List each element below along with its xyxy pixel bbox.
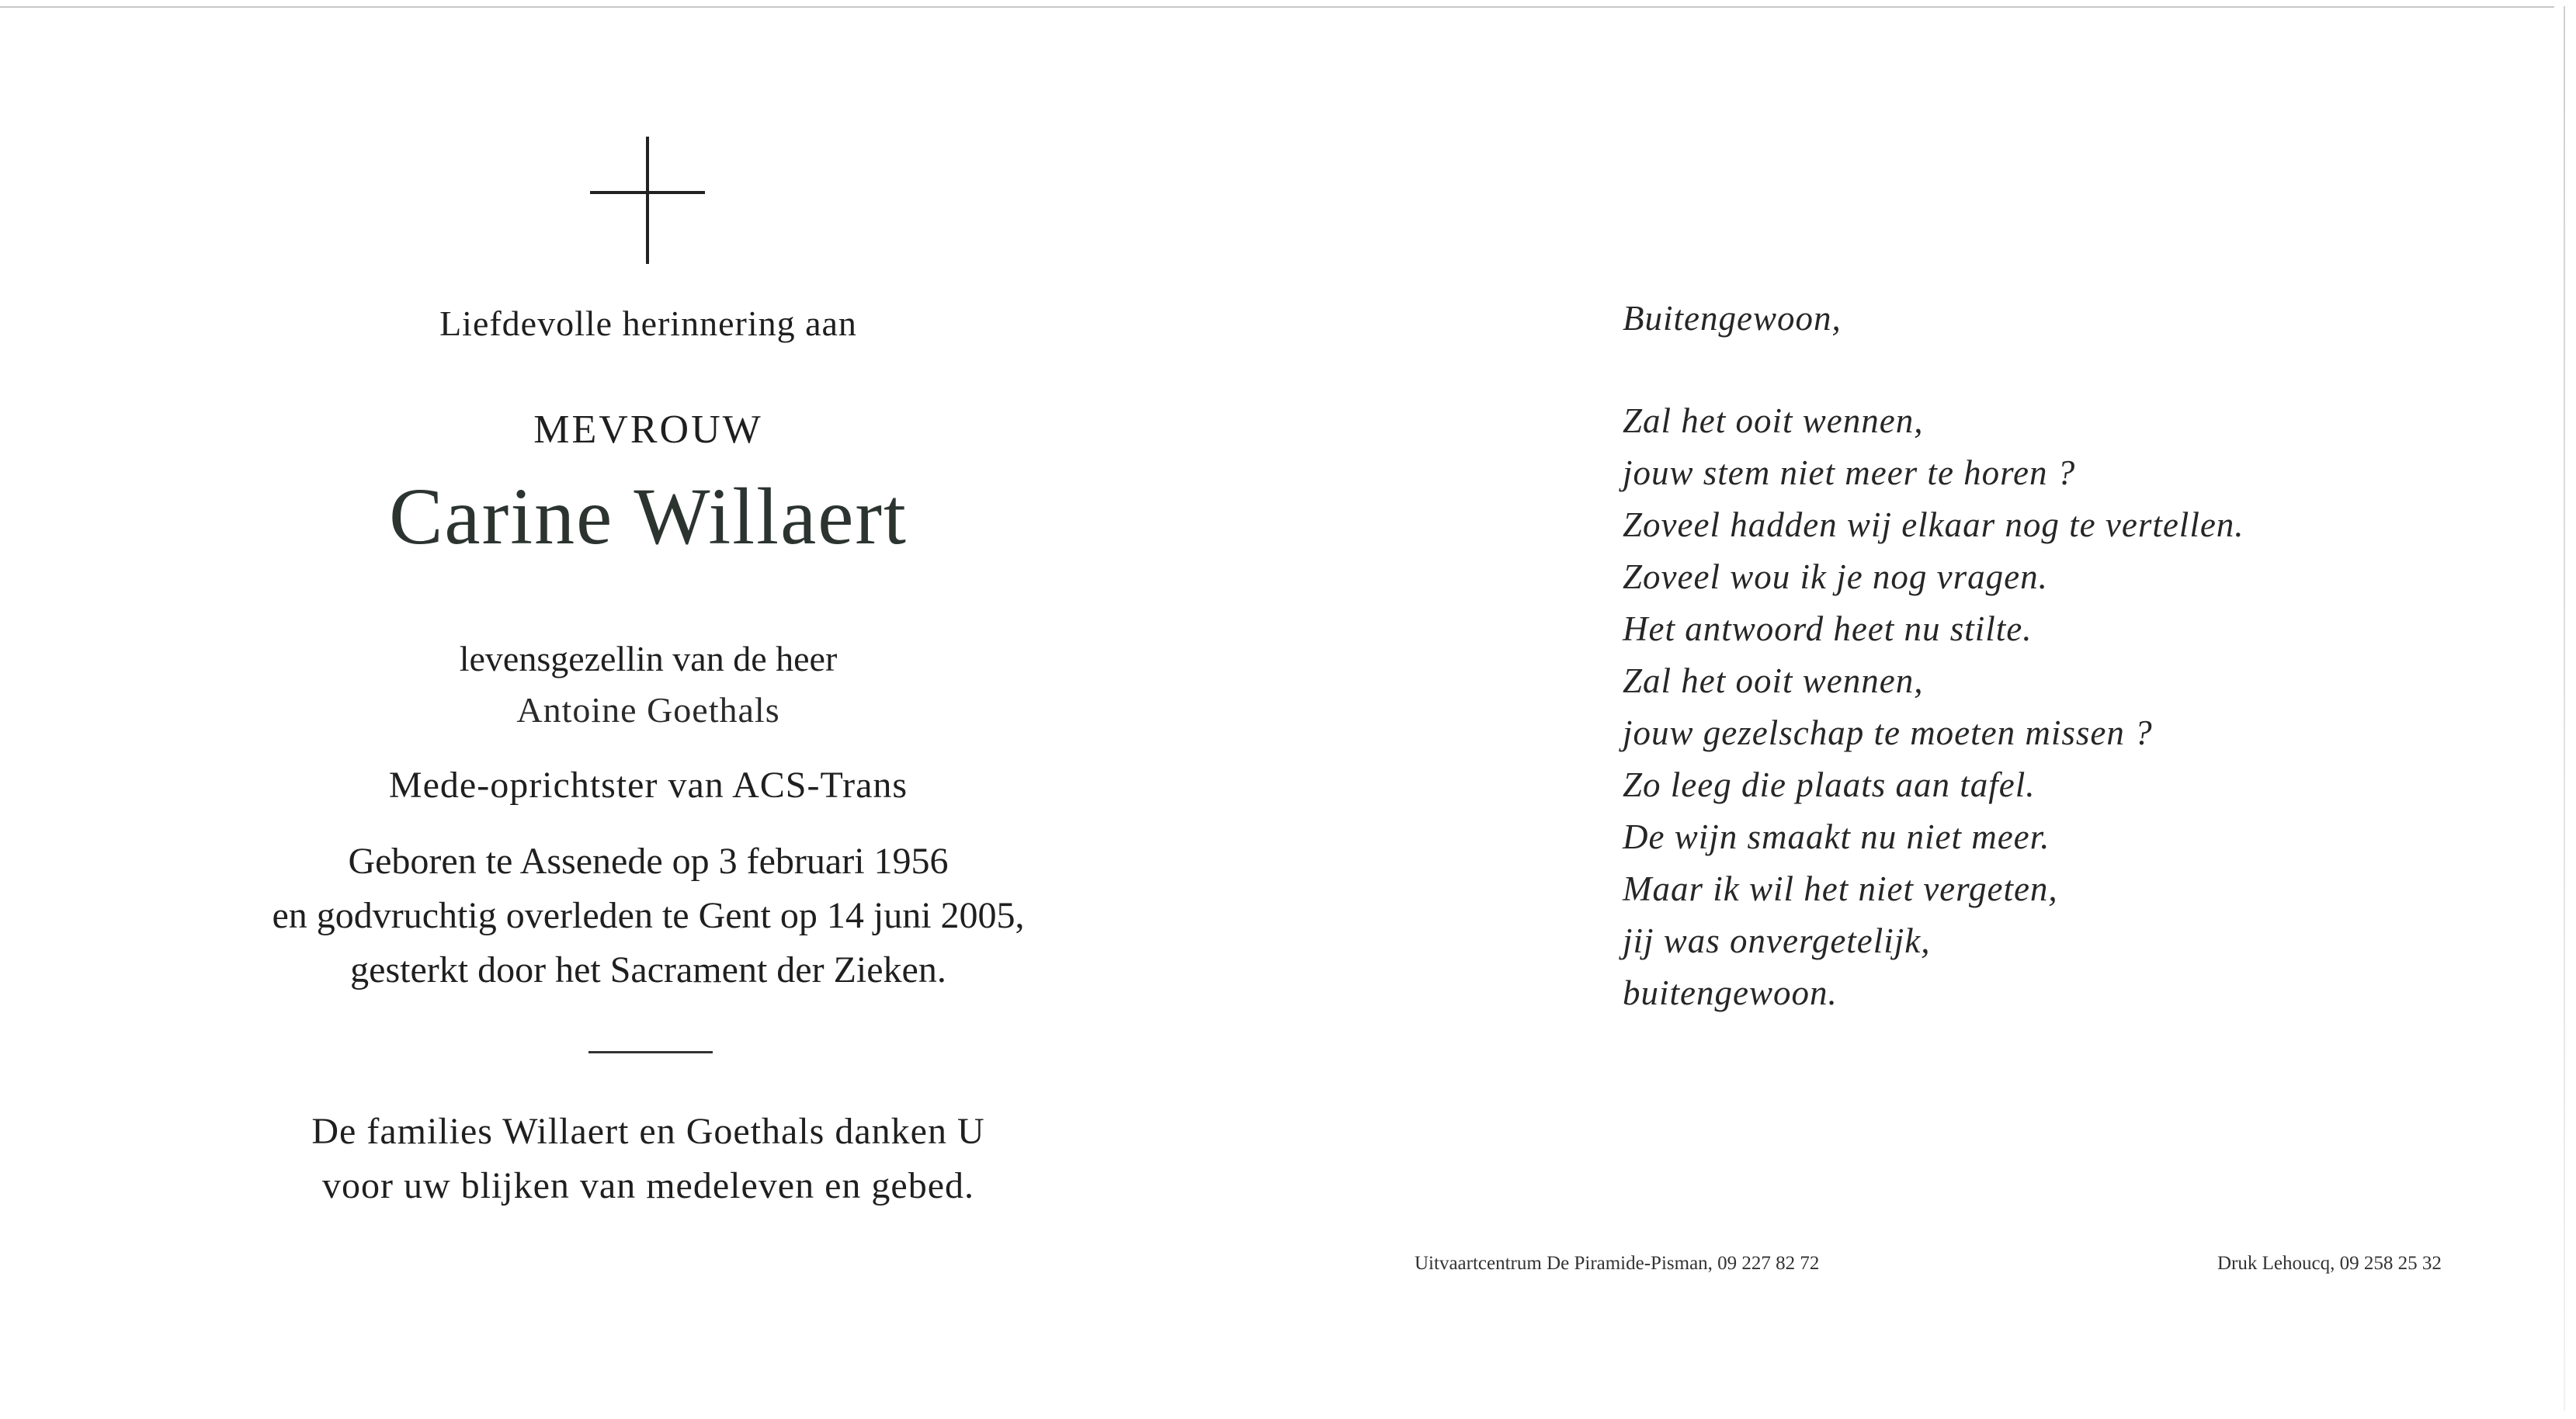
poem-line: buitengewoon. xyxy=(1623,973,1838,1012)
partner-name: Antoine Goethals xyxy=(516,690,780,730)
poem-line: Zoveel wou ik je nog vragen. xyxy=(1623,557,2048,596)
poem-line: De wijn smaakt nu niet meer. xyxy=(1623,817,2050,856)
funeral-home-credit: Uitvaartcentrum De Piramide-Pisman, 09 227 82 72 xyxy=(1415,1253,1820,1274)
sacrament-text: gesterkt door het Sacrament der Zieken. xyxy=(350,949,946,991)
intro-text: Liefdevolle herinnering aan xyxy=(439,304,857,343)
thanks-line-1: De families Willaert en Goethals danken U xyxy=(311,1111,985,1152)
birth-text: Geboren te Assenede op 3 februari 1956 xyxy=(348,841,949,882)
partner-intro: levensgezellin van de heer xyxy=(459,639,838,678)
poem-line: Zo leeg die plaats aan tafel. xyxy=(1623,765,2036,804)
poem-line: jouw gezelschap te moeten missen ? xyxy=(1623,713,2153,752)
printer-credit: Druk Lehoucq, 09 258 25 32 xyxy=(2217,1253,2442,1274)
poem-line: jij was onvergetelijk, xyxy=(1623,921,1931,960)
poem-line: Zoveel hadden wij elkaar nog te vertellen. xyxy=(1623,505,2244,544)
thanks-line-2: voor uw blijken van medeleven en gebed. xyxy=(321,1165,975,1206)
poem-line: Zal het ooit wennen, xyxy=(1623,401,1924,440)
divider-rule xyxy=(588,1051,713,1053)
honorific-title: MEVROUW xyxy=(533,408,763,452)
card-right-edge xyxy=(2564,6,2565,1411)
poem-line: Het antwoord heet nu stilte. xyxy=(1623,609,2033,648)
card-top-edge xyxy=(0,6,2554,8)
poem-line: Zal het ooit wennen, xyxy=(1623,661,1924,700)
death-text: en godvruchtig overleden te Gent op 14 juni 2005, xyxy=(272,895,1025,936)
poem-line: Maar ik wil het niet vergeten, xyxy=(1623,869,2058,908)
role-text: Mede-oprichtster van ACS-Trans xyxy=(388,765,908,806)
poem-title: Buitengewoon, xyxy=(1623,299,1842,338)
deceased-name: Carine Willaert xyxy=(389,472,908,561)
poem-line: jouw stem niet meer te horen ? xyxy=(1623,453,2076,492)
cross-icon xyxy=(590,137,705,264)
